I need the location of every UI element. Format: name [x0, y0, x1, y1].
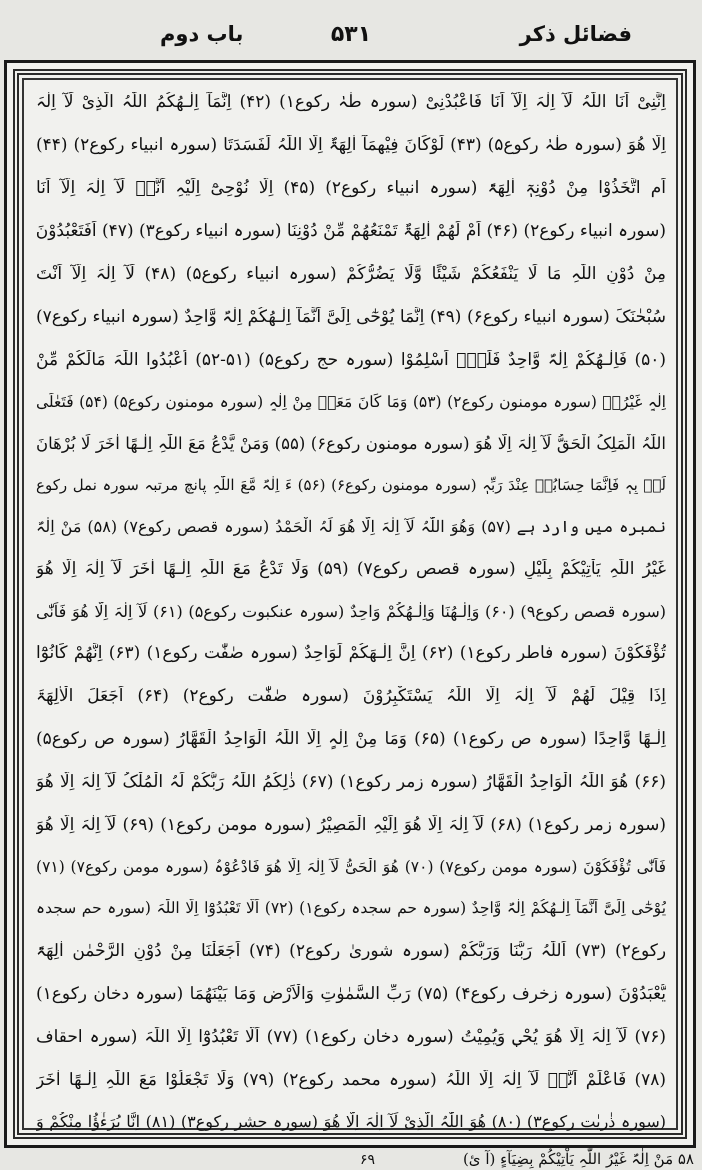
- text-body: [36, 92, 666, 1132]
- text-line: (۵۰) فَاِلٰـھُکُمْ اِلٰہٌ وَّاحِدٌ فَلَہٗٓ اَسْلِمُوْا (سورہ حج رکوع۵) (۵۱-۵۲) اُعْبُدُوا اللّٰہَ مَالَکُمْ مِّنْ: [36, 349, 666, 370]
- text-line: (۷۸) فَاعْلَمْ اَنَّہٗ لَآ اِلٰہَ اِلَّا اللّٰہُ (سورہ محمد رکوع۲) (۷۹) وَلَا تَجْعَلُوْا مَعَ اللّٰہِ اِلٰـھًا اٰخَرَ: [36, 1069, 666, 1090]
- text-line: اِلَّا ھُوَ (سورہ طٰہٰ رکوع۵) (۴۳) لَوْکَانَ فِیْھِمَآ اٰلِھَۃٌ اِلَّا اللّٰہُ لَفَسَدَتَا (سورہ انبیاء رکوع۲) (۴۴): [36, 134, 666, 155]
- text-line: اِنَّنِیْ اَنَا اللّٰہُ لَآ اِلٰہَ اِلَّآ اَنَا فَاعْبُدْنِیْ (سورہ طٰہٰ رکوع۱) (۴۲) اِنَّمَآ اِلٰـھُکُمُ اللّٰہُ الَّذِیْ لَآ اِلٰہَ: [36, 92, 666, 112]
- text-line: سُبْحٰنَکَ (سورہ انبیاء رکوع۶) (۴۹) اِنَّمَا یُوْحٰٓی اِلَیَّ اَنَّمَآ اِلٰـھُکُمْ اِلٰہٌ وَّاحِدٌ (سورہ انبیاء رکوع۷): [36, 306, 666, 327]
- footer-note: ۵۸ مَنْ اِلٰہٌ غَیْرُ اللّٰہِ یَاْتِیْکُمْ بِضِیَآءٍ (آ ئ): [462, 1150, 694, 1168]
- text-line: اِلٰـھًا وَّاحِدًا (سورہ ص رکوع۱) (۶۵) وَمَا مِنْ اِلٰہٍ اِلَّا اللّٰہُ الْوَاحِدُ الْقَھَّارُ (سورہ ص رکوع۵): [36, 729, 666, 750]
- text-line: تُؤْفَکُوْنَ (سورہ فاطر رکوع۱) (۶۲) اِنَّ اِلٰـھَکُمْ لَوَاحِدٌ (سورہ صٰفّٰت رکوع۱) (۶۳) اِنَّھُمْ کَانُوْٓا: [36, 643, 666, 664]
- text-line: (سورہ انبیاء رکوع۲) (۴۶) اَمْ لَھُمْ اٰلِھَۃٌ تَمْنَعُھُمْ مِّنْ دُوْنِنَا (سورہ انبیاء رکوع۳) (۴۷) اَفَتَعْبُدُوْنَ: [36, 220, 666, 241]
- text-line: (سورہ زمر رکوع۱) (۶۸) لَآ اِلٰہَ اِلَّا ھُوَ اِلَیْہِ الْمَصِیْرُ (سورہ مومن رکوع۱) (۶۹) لَآ اِلٰہَ اِلَّا ھُوَ: [36, 815, 666, 836]
- text-line: اِلٰہٍ غَیْرُہٗ (سورہ مومنون رکوع۲) (۵۳) وَمَا کَانَ مَعَہٗ مِنْ اِلٰہٍ (سورہ مومنون رکوع۵) (۵۴) فَتَعٰلَی: [36, 392, 666, 411]
- chapter-label: باب دوم: [160, 22, 244, 46]
- text-line: (سورہ قصص رکوع۹) (۶۰) وَاِلٰـھُنَا وَاِلٰـھُکُمْ وَاحِدٌ (سورہ عنکبوت رکوع۵) (۶۱) لَآ اِلٰہَ اِلَّا ھُوَ فَاَنّٰی: [36, 601, 666, 621]
- text-line: یُوْحٰٓی اِلَیَّ اَنَّمَآ اِلٰـھُکُمْ اِلٰہٌ وَّاحِدٌ (سورہ حم سجدہ رکوع۱) (۷۲) اَلَّا تَعْبُدُوْٓا اِلَّا اللّٰہَ (سورہ حم سجدہ: [36, 899, 666, 918]
- page-number-bottom: ۶۹: [360, 1152, 376, 1168]
- text-line: اللّٰہُ الْمَلِکُ الْحَقُّ لَآ اِلٰہَ اِلَّا ھُوَ (سورہ مومنون رکوع۶) (۵۵) وَمَنْ یَّدْعُ مَعَ اللّٰہِ اِلٰـھًا اٰخَرَ لَا بُرْھَانَ: [36, 433, 666, 453]
- text-line: نمبرہ میں وارد ہے (۵۷) وَھُوَ اللّٰہُ لَآ اِلٰہَ اِلَّا ھُوَ لَہُ الْحَمْدُ (سورہ قصص رکوع۷) (۵۸) مَنْ اِلٰہٌ: [36, 516, 666, 536]
- text-line: (۷۶) لَآ اِلٰہَ اِلَّا ھُوَ یُحْیٖ وَیُمِیْتُ (سورہ دخان رکوع۱) (۷۷) اَلَّا تَعْبُدُوْٓا اِلَّا اللّٰہَ (سورہ احقاف: [36, 1026, 666, 1047]
- text-line: فَاَنّٰی تُؤْفَکُوْنَ (سورہ مومن رکوع۷) (۷۰) ھُوَ الْحَیُّ لَآ اِلٰہَ اِلَّا ھُوَ فَادْعُوْہُ (سورہ مومن رکوع۷) (۷۱): [36, 858, 666, 877]
- text-line: یُّعْبَدُوْنَ (سورہ زخرف رکوع۴) (۷۵) رَبِّ السَّمٰوٰتِ وَالْاَرْضِ وَمَا بَیْنَھُمَا (سورہ دخان رکوع۱): [36, 983, 666, 1004]
- text-line: مِنْ دُوْنِ اللّٰہِ مَا لَا یَنْفَعُکُمْ شَیْئًا وَّلَا یَضُرُّکُمْ (سورہ انبیاء رکوع۵) (۴۸) لَآ اِلٰہَ اِلَّآ اَنْتَ: [36, 263, 666, 284]
- text-line: رکوع۲) (۷۳) اَللّٰہُ رَبُّنَا وَرَبُّکُمْ (سورہ شوریٰ رکوع۲) (۷۴) اَجَعَلْنَا مِنْ دُوْنِ الرَّحْمٰنِ اٰلِھَۃً: [36, 940, 666, 961]
- text-line: اَمِ اتَّخَذُوْا مِنْ دُوْنِہٖٓ اٰلِھَۃً (سورہ انبیاء رکوع۲) (۴۵) اِلَّا نُوْحِیْٓ اِلَیْہِ اَنَّہٗ لَآ اِلٰہَ اِلَّآ اَنَا: [36, 177, 666, 198]
- text-line: لَہٗ بِہٖ فَاِنَّمَا حِسَابُہٗ عِنْدَ رَبِّہٖ (سورہ مومنون رکوع۶) (۵۶) ءَ اِلٰہٌ مَّعَ اللّٰہِ پانچ مرتبہ سورہ نمل رکوع: [36, 476, 666, 495]
- book-title: فضائل ذکر: [519, 22, 632, 46]
- page-number-top: ۵۳۱: [330, 22, 372, 47]
- text-line: اِذَا قِیْلَ لَھُمْ لَآ اِلٰہَ اِلَّا اللّٰہُ یَسْتَکْبِرُوْنَ (سورہ صٰفّٰت رکوع۲) (۶۴) اَجَعَلَ الْاٰلِھَۃَ: [36, 686, 666, 707]
- page-footer: [0, 1148, 702, 1170]
- text-line: غَیْرُ اللّٰہِ یَاْتِیْکُمْ بِلَیْلٍ (سورہ قصص رکوع۷) (۵۹) وَلَا تَدْعُ مَعَ اللّٰہِ اِلٰـھًا اٰخَرَ لَآ اِلٰہَ اِلَّا ھُوَ: [36, 558, 666, 579]
- text-line: (سورہ ذٰریٰت رکوع۳) (۸۰) ھُوَ اللّٰہُ الَّذِیْ لَآ اِلٰہَ اِلَّا ھُوَ (سورہ حشر رکوع۳) (۸۱) اِنَّا بُرَءٰٓؤُا مِنْکُمْ وَ: [36, 1112, 666, 1132]
- text-line: (۶۶) ھُوَ اللّٰہُ الْوَاحِدُ الْقَھَّارُ (سورہ زمر رکوع۱) (۶۷) ذٰلِکُمُ اللّٰہُ رَبُّکُمْ لَہُ الْمُلْکُ لَآ اِلٰہَ اِلَّا ھُوَ: [36, 772, 666, 793]
